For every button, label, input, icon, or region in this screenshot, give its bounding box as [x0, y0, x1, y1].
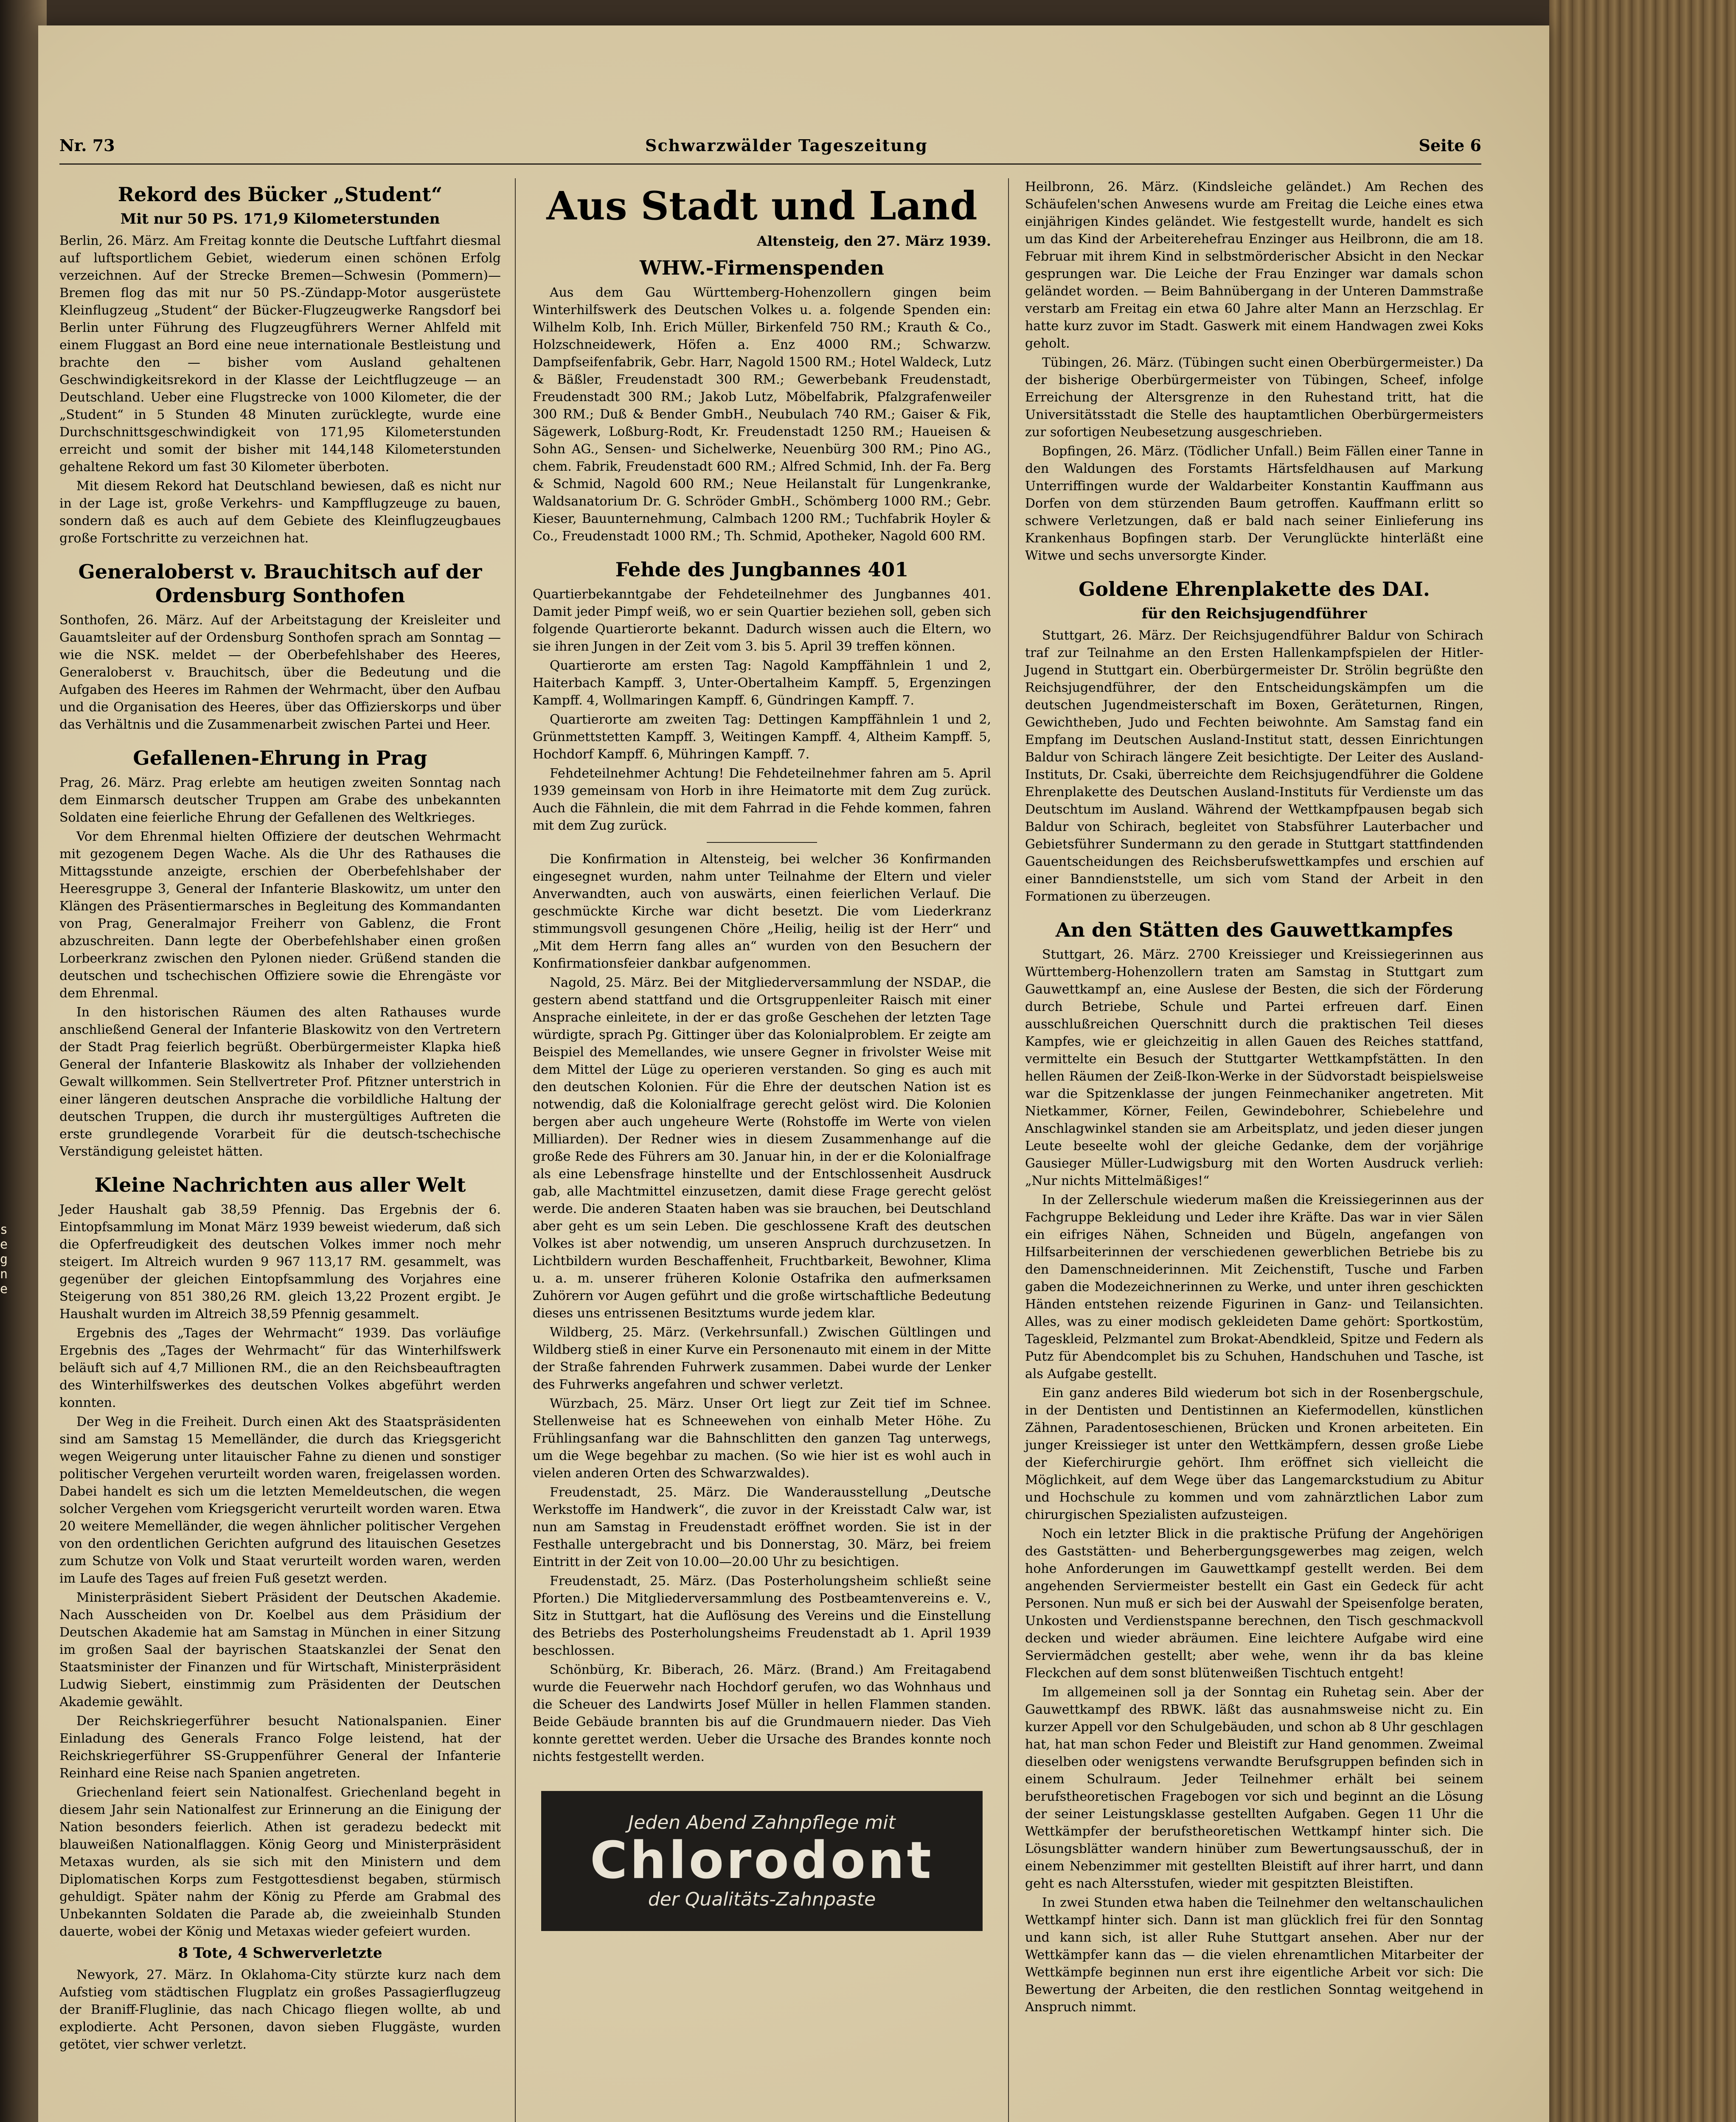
headline-whw: WHW.-Firmenspenden [639, 256, 885, 279]
article-paragraph: Heilbronn, 26. März. (Kindsleiche geländet.) Am Rechen des Schäufelen'schen Anwesens wurde am Freitag die Leiche eines etwa einjährigen Kindes geländet. Wie festgestellt wurde, handelt es sich um das Kind der Arbeiterehefrau Enzinger aus Heilbronn, die am 18. Februar mit ihrem Kind in selbstmörderischer Absicht in den Neckar gesprungen war. Die Leiche der Frau Enzinger war damals schon geländet worden. — Beim Bahnübergang in der Unteren Dammstraße verstarb am Freitag ein etwa 60 Jahre alter Mann an Herzschlag. Er hatte kurz zuvor im Stadt. Gaswerk mit einem Handwagen zwei Koks geholt. [1025, 180, 1483, 351]
article-paragraph: Der Weg in die Freiheit. Durch einen Akt des Staatspräsidenten sind am Samstag 15 Memelländer, die durch das Kriegsgericht wegen Weigerung unter litauischer Fahne zu dienen und sonstiger politischer Vergehen verurteilt worden waren, freigelassen worden. Dabei handelt es sich um die letzten Memeldeutschen, die wegen solcher Vergehen vom Kriegsgericht verurteilt worden waren. Etwa 20 weitere Memelländer, die wegen ähnlicher politischer Vergehen von den ordentlichen Gerichten aufgrund des litauischen Gesetzes zum Schutze von Volk und Staat verurteilt worden waren, werden im Laufe des Tages auf freien Fuß gesetzt werden. [59, 1415, 501, 1586]
article-paragraph: Berlin, 26. März. Am Freitag konnte die Deutsche Luftfahrt diesmal auf luftsportlichem Gebiet, wiederum einen schönen Erfolg verzeichnen. Auf der Strecke Bremen—Schwesin (Pommern)—Bremen flog das mit nur 50 PS.-Zündapp-Motor ausgerüstete Kleinflugzeug „Student“ der Bücker-Flugzeugwerke Rangsdorf bei Berlin unter Führung des Flugzeugführers Werner Ahlfeld mit einem Fluggast an Bord eine neue internationale Bestleistung und brachte den — bisher vom Ausland gehaltenen Geschwindigkeitsrekord in der Klasse der Leichtflugzeuge — an Deutschland. Ueber eine Flugstrecke von 1000 Kilometer, die der „Student“ in 5 Stunden 48 Minuten zurücklegte, wurde eine Durchschnittsgeschwindigkeit von 171,95 Kilometerstunden erreicht und somit der bisher mit 144,148 Kilometerstunden gehaltene Rekord um fast 30 Kilometer überboten. [59, 233, 501, 474]
article-paragraph: Jeder Haushalt gab 38,59 Pfennig. Das Ergebnis der 6. Eintopfsammlung im Monat März 1939 beweist wiederum, daß sich die Opferfreudigkeit des deutschen Volkes immer noch mehr steigert. Im Altreich wurden 9 967 113,17 RM. gesammelt, was gegenüber der gleichen Eintopfsammlung des Vorjahres eine Steigerung von 851 380,26 RM. gleich 13,22 Prozent ergibt. Je Haushalt wurden im Altreich 38,59 Pfennig gesammelt. [59, 1202, 501, 1322]
article-paragraph: Newyork, 27. März. In Oklahoma-City stürzte kurz nach dem Aufstieg vom städtischen Flugplatz ein großes Passagierflugzeug der Braniff-Fluglinie, das nach Chicago fliegen wollte, ab und explodierte. Acht Personen, davon sieben Fluggäste, wurden getötet, vier schwer verletzt. [59, 1968, 501, 2052]
separator-rule [707, 842, 817, 843]
article-paragraph: Im allgemeinen soll ja der Sonntag ein Ruhetag sein. Aber der Gauwettkampf des RBWK. läßt das ausnahmsweise nicht zu. Ein kurzer Appell vor den Schulgebäuden, und schon ab 8 Uhr geschlagen hat, hat man schon Feder und Bleistift zur Hand genommen. Zweimal dieselben oder wenigstens verwandte Berufsgruppen befinden sich in einem Schulraum. Jeder Teilnehmer erhält bei seinem berufstheoretischen Fragebogen vor sich und beginnt an die Lösung der seiner Leistungsklasse gestellten Aufgaben. Gegen 11 Uhr die Wettkämpfer der berufstheoretischen Wettkampf hinter sich. Die Lösungsblätter wandern hinüber zum Bewertungsausschuß, der in einem Nebenzimmer mit gestellten Bleistift auf ihrer harrt, und dann geht es nach Altersstufen, wieder mit gespitzten Bleistiften. [1025, 1685, 1483, 1891]
article-paragraph: Vor dem Ehrenmal hielten Offiziere der deutschen Wehrmacht mit gezogenem Degen Wache. Als die Uhr des Rathauses die Mittagsstunde anzeigte, erschien der Oberbefehlshaber der Heeresgruppe 3, General der Infanterie Blaskowitz, um unter den Klängen des Präsentiermarsches in Begleitung des Kommandanten von Prag, Generalmajor Freiherr von Gablenz, die Front abzuschreiten. Dann legte der Oberbefehlshaber einen großen Lorbeerkranz zwischen den Pylonen nieder. Grüßend standen die deutschen und tschechischen Offiziere sowie die Ehrengäste vor dem Ehrenmal. [59, 829, 501, 1001]
headline-brauchitsch: Generaloberst v. Brauchitsch auf der Ordensburg Sonthofen [78, 560, 482, 607]
ad-tagline-top: Jeden Abend Zahnpflege mit [628, 1812, 896, 1833]
page-number: Seite 6 [1419, 136, 1481, 155]
page-edge-marks: s e g n e [0, 1222, 8, 1297]
headline-kleine-nachrichten: Kleine Nachrichten aus aller Welt [94, 1173, 466, 1196]
column-2 [533, 178, 991, 1931]
article-paragraph: Die Konfirmation in Altensteig, bei welcher 36 Konfirmanden eingesegnet wurden, nahm unter Teilnahme der Eltern und vieler Anverwandten, auch von auswärts, einen feierlichen Verlauf. Die geschmückte Kirche war dicht besetzt. Die vom Liederkranz stimmungsvoll gesungenen Chöre „Heilig, heilig ist der Herr“ und „Mit dem Herrn fang alles an“ wurden von den Besuchern der Konfirmationsfeier dankbar aufgenommen. [533, 852, 991, 971]
column-rule-1 [515, 178, 516, 2122]
headline-ehrenplakette: Goldene Ehrenplakette des DAI. [1079, 578, 1430, 601]
article-paragraph: Ministerpräsident Siebert Präsident der Deutschen Akademie. Nach Ausscheiden von Dr. Koelbel aus dem Präsidium der Deutschen Akademie hat am Samstag in München in einer Sitzung im großen Saal der bayrischen Staatskanzlei der Senat den Staatsminister der Finanzen und für Wirtschaft, Ministerpräsident Ludwig Siebert, einstimmig zum Präsidenten der Deutschen Akademie gewählt. [59, 1590, 501, 1709]
article-paragraph: Ein ganz anderes Bild wiederum bot sich in der Rosenbergschule, in der Dentisten und Dentistinnen an Kiefermodellen, künstlichen Zähnen, Paradentoseschienen, Brücken und Kronen arbeiteten. Ein junger Kreissieger ist unter den Wettkämpfern, dessen große Liebe der Kieferchirurgie gehört. Ihm eröffnet sich vielleicht die Möglichkeit, auf dem Wege über das Langemarckstudium zu Abitur und Hochschule zu kommen und vom zahnärztlichen Labor zum chirurgischen Spezialisten aufzusteigen. [1025, 1386, 1483, 1522]
article-paragraph: Nagold, 25. März. Bei der Mitgliederversammlung der NSDAP., die gestern abend stattfand und die Ortsgruppenleiter Raisch mit einer Ansprache einleitete, in der er das große Geschehen der letzten Tage würdigte, sprach Pg. Gittinger über das Kolonialproblem. Er zeigte am Beispiel des Memellandes, wie unsere Gegner in frivolster Weise mit dem Mittel der Lüge zu operieren verstanden. So ging es auch mit den deutschen Kolonien. Für die Ehre der deutschen Nation ist es notwendig, daß die Kolonialfrage gerecht gelöst wird. Die Kolonien bergen aber auch ungeheure Werte (Rohstoffe im Werte von vielen Milliarden). Der Redner wies in diesem Zusammenhange auf die große Rede des Führers am 30. Januar hin, in der er die Kolonialfrage als eine Lebensfrage hinstellte und der Entschlossenheit Ausdruck gab, alle Machtmittel einzusetzen, damit diese Frage gerecht gelöst werde. Die anderen Staaten haben was sie brauchen, bei Deutschland aber geht es um sein Leben. Die geschlossene Kraft des deutschen Volkes ist aber notwendig, um unseren Anspruch durchzusetzen. In Lichtbildern wurden Beschaffenheit, Fruchtbarkeit, Bewohner, Klima u. a. m. unserer früheren Kolonie Ostafrika den aufmerksamen Zuhörern vor Augen geführt und die große wirtschaftliche Bedeutung dieses uns entrissenen Besitztums wurde jedem klar. [533, 975, 991, 1321]
article-paragraph: Bopfingen, 26. März. (Tödlicher Unfall.) Beim Fällen einer Tanne in den Waldungen des Forstamts Härtsfeldhausen auf Markung Unterriffingen wurde der Waldarbeiter Konstantin Kauffmann aus Dorfen von dem stürzenden Baum getroffen. Kauffmann erlitt so schwere Verletzungen, daß er bald nach seiner Einlieferung ins Krankenhaus Bopfingen starb. Der Verunglückte hinterläßt eine Witwe und sechs unversorgte Kinder. [1025, 444, 1483, 563]
subheadline-tote: 8 Tote, 4 Schwerverletzte [178, 1945, 382, 1962]
subheadline-rekord: Mit nur 50 PS. 171,9 Kilometerstunden [120, 211, 440, 227]
headline-gauwettkampf: An den Stätten des Gauwettkampfes [1055, 918, 1453, 941]
article-paragraph: Noch ein letzter Blick in die praktische Prüfung der Angehörigen des Gaststätten- und Beherbergungsgewerbes mag zeigen, welch hohe Anforderungen im Gauwettkampf gestellt werden. Bei dem angehenden Serviermeister bestellt ein Gast ein Gedeck für acht Personen. Nun muß er sich bei der Auswahl der Speisenfolge beraten, Unkosten und Verdienstspanne berechnen, den Tisch geschmackvoll decken und wieder abräumen. Eine leichtere Aufgabe wird eine Serviermädchen gestellt; aber wehe, wenn ihr da bas kleine Fleckchen auf dem sonst blütenweißen Tischtuch entgeht! [1025, 1527, 1483, 1681]
ad-brand-name: Chlorodont [590, 1831, 934, 1890]
dateline: Altensteig, den 27. März 1939. [757, 233, 991, 249]
article-paragraph: Prag, 26. März. Prag erlebte am heutigen zweiten Sonntag nach dem Einmarsch deutscher Truppen am Grabe des unbekannten Soldaten eine feierliche Ehrung der Gefallenen des Weltkrieges. [59, 775, 501, 825]
page-header [59, 136, 1481, 161]
article-paragraph: Stuttgart, 26. März. 2700 Kreissieger und Kreissiegerinnen aus Württemberg-Hohenzollern traten am Samstag in Stuttgart zum Gauwettkampf an, eine Auslese der Besten, die sich der Förderung durch Betriebe, Schule und Partei erfreuen darf. Einen ausschlußreichen Querschnitt durch die praktischen Teil dieses Kampfes, wie er gleichzeitig in allen Gauen des Reiches stattfand, vermittelte ein Besuch der Stuttgarter Wettkampfstätten. In den hellen Räumen der Zeiß-Ikon-Werke in der Südvorstadt beispielsweise war die Spitzenklasse der jungen Feinmechaniker angetreten. Mit Nietkammer, Körner, Feilen, Gewindebohrer, Schiebelehre und Anschlagwinkel standen sie am Arbeitsplatz, und jeden dieser jungen Leute beseelte wohl der gleiche Gedanke, dem der vorjährige Gausieger Müller-Ludwigsburg mit den Worten Ausdruck verlieh: „Nur nichts Mittelmäßiges!“ [1025, 947, 1483, 1188]
article-paragraph: Mit diesem Rekord hat Deutschland bewiesen, daß es nicht nur in der Lage ist, große Verkehrs- und Kampfflugzeuge zu bauen, sondern daß es auch auf dem Gebiete des Kleinflugzeugbaues große Fortschritte zu verzeichnen hat. [59, 479, 501, 546]
section-title-aus-stadt-und-land: Aus Stadt und Land [546, 183, 978, 229]
article-paragraph: Der Reichskriegerführer besucht Nationalspanien. Einer Einladung des Generals Franco Folge leistend, hat der Reichskriegerführer SS-Gruppenführer General der Infanterie Reinhard eine Reise nach Spanien angetreten. [59, 1714, 501, 1781]
book-spine [1549, 0, 1736, 2122]
article-paragraph: Aus dem Gau Württemberg-Hohenzollern gingen beim Winterhilfswerk des Deutschen Volkes u. a. folgende Spenden ein: Wilhelm Kolb, Inh. Erich Müller, Birkenfeld 750 RM.; Krauth & Co., Holzschneidewerk, Höfen a. Enz 4000 RM.; Schwarzw. Dampfseifenfabrik, Gebr. Harr, Nagold 1500 RM.; Hotel Waldeck, Lutz & Bäßler, Freudenstadt 300 RM.; Gewerbebank Freudenstadt, Freudenstadt 300 RM.; Jakob Lutz, Möbelfabrik, Pfalzgrafenweiler 300 RM.; Duß & Bender GmbH., Neubulach 740 RM.; Gaiser & Fik, Sägewerk, Loßburg-Rodt, Kr. Freudenstadt 1250 RM.; Haueisen & Sohn AG., Sensen- und Sichelwerke, Neuenbürg 300 RM.; Pino AG., chem. Fabrik, Freudenstadt 600 RM.; Alfred Schmid, Inh. der Fa. Berg & Schmid, Nagold 600 RM.; Neue Heilanstalt für Lungenkranke, Waldsanatorium Dr. G. Schröder GmbH., Schömberg 1000 RM.; Gebr. Kieser, Bauunternehmung, Calmbach 1200 RM.; Tuchfabrik Hoyler & Co., Freudenstadt 1000 RM.; Th. Schmid, Apotheker, Nagold 600 RM. [533, 285, 991, 544]
article-paragraph: Ergebnis des „Tages der Wehrmacht“ 1939. Das vorläufige Ergebnis des „Tages der Wehrmacht“ für das Winterhilfswerk beläuft sich auf 4,7 Millionen RM., die an den Reichsbeauftragten des Winterhilfswerkes des deutschen Volkes abgeführt werden konnten. [59, 1326, 501, 1410]
article-paragraph: Sonthofen, 26. März. Auf der Arbeitstagung der Kreisleiter und Gauamtsleiter auf der Ordensburg Sonthofen sprach am Sonntag — wie die NSK. meldet — der Oberbefehlshaber des Heeres, Generaloberst v. Brauchitsch, über die Bedeutung und die Aufgaben des Heeres im Rahmen der Wehrmacht, über den Aufbau und die Organisation des Heeres, über das Offizierskorps und über das Verhältnis und die Zusammenarbeit zwischen Partei und Heer. [59, 613, 501, 732]
headline-prag: Gefallenen-Ehrung in Prag [133, 747, 427, 769]
article-paragraph: Freudenstadt, 25. März. Die Wanderausstellung „Deutsche Werkstoffe im Handwerk“, die zuvor in der Kreisstadt Calw war, ist nun am Samstag in Freudenstadt eröffnet worden. Sie ist in der Festhalle untergebracht und bis Donnerstag, 30. März, bei freiem Eintritt in der Zeit von 10.00—20.00 Uhr zu besichtigen. [533, 1485, 991, 1569]
ad-tagline-bottom: der Qualitäts-Zahnpaste [648, 1889, 876, 1910]
column-1 [59, 178, 501, 2055]
article-paragraph: Freudenstadt, 25. März. (Das Posterholungsheim schließt seine Pforten.) Die Mitgliederversammlung des Postbeamtenvereins e. V., Sitz in Stuttgart, hat die Auflösung des Vereins und die Einstellung des Betriebs des Posterholungsheims Freudenstadt ab 1. April 1939 beschlossen. [533, 1574, 991, 1658]
header-rule [59, 163, 1481, 165]
article-paragraph: Griechenland feiert sein Nationalfest. Griechenland begeht in diesem Jahr sein Nationalfest zur Erinnerung an die Einigung der Nation besonders feierlich. Athen ist geradezu bedeckt mit blauweißen Nationalflaggen. König Georg und Ministerpräsident Metaxas wurden, als sie sich mit den Ministern und dem Diplomatischen Korps zum Festgottesdienst begaben, stürmisch gehuldigt. Später nahm der König zu Pferde am Grabmal des Unbekannten Soldaten die Parade ab, die zweieinhalb Stunden dauerte, wobei der König und Metaxas wieder gefeiert wurden. [59, 1785, 501, 1939]
headline-rekord: Rekord des Bücker „Student“ [118, 183, 443, 206]
article-paragraph: Würzbach, 25. März. Unser Ort liegt zur Zeit tief im Schnee. Stellenweise hat es Schneewehen von einhalb Meter Höhe. Zu Frühlingsanfang war die Bahnschlitten den ganzen Tag unterwegs, um die Wege begehbar zu machen. (So wie hier ist es wohl auch in vielen anderen Orten des Schwarzwaldes). [533, 1396, 991, 1481]
article-paragraph: Stuttgart, 26. März. Der Reichsjugendführer Baldur von Schirach traf zur Teilnahme an den Ersten Hallenkampfspielen der Hitler-Jugend in Stuttgart ein. Oberbürgermeister Dr. Strölin begrüßte den Reichsjugendführer, der den Entscheidungskämpfen um die deutschen Jugendmeisterschaft im Boxen, Geräteturnen, Ringen, Gewichtheben, Judo und Fechten beiwohnte. Am Samstag fand ein Empfang im Deutschen Ausland-Institut statt, dessen Einrichtungen Baldur von Schirach längere Zeit besichtigte. Der Leiter des Ausland-Instituts, Dr. Csaki, überreichte dem Reichsjugendführer die Goldene Ehrenplakette des Deutschen Ausland-Instituts für Verdienste um das Deutschtum im Ausland. Während der Wettkampfpausen begab sich Baldur von Schirach, begleitet von Stabsführer Lauterbacher und Gebietsführer Sundermann zu den gerade in Stuttgart stattfindenden Gauentscheidungen des Reichsberufswettkampfes und erschien auf einer Banndienststelle, um sich vom Stand der Arbeit in den Formationen zu überzeugen. [1025, 628, 1483, 904]
article-paragraph: Quartierorte am zweiten Tag: Dettingen Kampffähnlein 1 und 2, Grünmettstetten Kampff. 3, Weitingen Kampff. 4, Altheim Kampff. 5, Hochdorf Kampff. 6, Mühringen Kampff. 7. [533, 712, 991, 762]
chlorodont-advertisement [541, 1791, 983, 1931]
article-paragraph: Schönbürg, Kr. Biberach, 26. März. (Brand.) Am Freitagabend wurde die Feuerwehr nach Hochdorf gerufen, wo das Wohnhaus und die Scheuer des Landwirts Josef Müller in hellen Flammen standen. Beide Gebäude brannten bis auf die Grundmauern nieder. Das Vieh konnte gerettet werden. Ueber die Ursache des Brandes konnte noch nichts festgestellt werden. [533, 1662, 991, 1764]
column-3 [1025, 178, 1483, 2018]
headline-fehde: Fehde des Jungbannes 401 [615, 558, 909, 581]
article-paragraph: Wildberg, 25. März. (Verkehrsunfall.) Zwischen Gültlingen und Wildberg stieß in einer Kurve ein Personenauto mit einem in der Mitte der Straße fahrenden Fuhrwerk zusammen. Dabei wurde der Lenker des Fuhrwerks angefahren und schwer verletzt. [533, 1325, 991, 1392]
article-paragraph: Tübingen, 26. März. (Tübingen sucht einen Oberbürgermeister.) Da der bisherige Oberbürgermeister von Tübingen, Scheef, infolge Erreichung der Altersgrenze in den Ruhestand tritt, hat die Universitätsstadt die Stelle des hauptamtlichen Oberbürgermeisters zur sofortigen Neubesetzung ausgeschrieben. [1025, 355, 1483, 440]
article-paragraph: Fehdeteilnehmer Achtung! Die Fehdeteilnehmer fahren am 5. April 1939 gemeinsam von Horb in ihre Heimatorte mit dem Zug zurück. Auch die Fähnlein, die mit dem Fahrrad in die Fehde kommen, fahren mit dem Zug zurück. [533, 766, 991, 833]
column-rule-2 [1008, 178, 1009, 2122]
article-paragraph: In der Zellerschule wiederum maßen die Kreissiegerinnen aus der Fachgruppe Bekleidung und Leder ihre Kräfte. Das war in vier Sälen ein eifriges Nähen, Schneiden und Bügeln, angefangen von Hilfsarbeiterinnen der verschiedenen gewerblichen Betriebe bis zu den Damenschneiderinnen. Mit Zeichenstift, Tusche und Farben gaben die Modezeichnerinnen zu Werke, und unter ihren geschickten Händen entstehen reizende Figurinen in Ganz- und Teilansichten. Alles, was zu einer modisch gekleideten Dame gehört: Sportkostüm, Tageskleid, Pelzmantel zum Brokat-Abendkleid, Spitze und Federn als Putz für Abendcomplet bis zu Schuhen, Handschuhen und Tasche, ist als Aufgabe gestellt. [1025, 1193, 1483, 1381]
article-paragraph: Quartierbekanntgabe der Fehdeteilnehmer des Jungbannes 401. Damit jeder Pimpf weiß, wo er sein Quartier beziehen soll, geben sich folgende Quartierorte bekannt. Dadurch wissen auch die Eltern, wo sie ihren Jungen in der Zeit vom 3. bis 5. April 39 treffen können. [533, 587, 991, 654]
article-paragraph: Quartierorte am ersten Tag: Nagold Kampffähnlein 1 und 2, Haiterbach Kampff. 3, Unter-Obertalheim Kampff. 5, Ergenzingen Kampff. 4, Wollmaringen Kampff. 6, Gündringen Kampff. 7. [533, 658, 991, 708]
article-paragraph: In zwei Stunden etwa haben die Teilnehmer den weltanschaulichen Wettkampf hinter sich. Dann ist man glücklich frei für den Sonntag und kann sich, ist aller Ruhe Stuttgart ansehen. Aber nur der Wettkämpfer kann das — die vielen ehrenamtlichen Mitarbeiter der Wettkämpfe beginnen nun erst ihre eigentliche Arbeit vor sich: Die Bewertung der Arbeiten, die den restlichen Sonntag weitgehend in Anspruch nimmt. [1025, 1895, 1483, 2015]
issue-number: Nr. 73 [59, 136, 115, 155]
article-paragraph: In den historischen Räumen des alten Rathauses wurde anschließend General der Infanterie Blaskowitz von den Vertretern der Stadt Prag feierlich begrüßt. Oberbürgermeister Klapka hieß General der Infanterie Blaskowitz als Inhaber der vollziehenden Gewalt willkommen. Sein Stellvertreter Prof. Pfitzner unterstrich in einer längeren deutschen Ansprache die vorbildliche Haltung der deutschen Truppen, die durch ihr mustergültiges Auftreten die erste grundlegende Vorarbeit für die deutsch-tschechische Verständigung geleistet hätten. [59, 1005, 501, 1159]
newspaper-name: Schwarzwälder Tageszeitung [645, 136, 928, 155]
subheadline-ehrenplakette: für den Reichsjugendführer [1141, 605, 1367, 622]
